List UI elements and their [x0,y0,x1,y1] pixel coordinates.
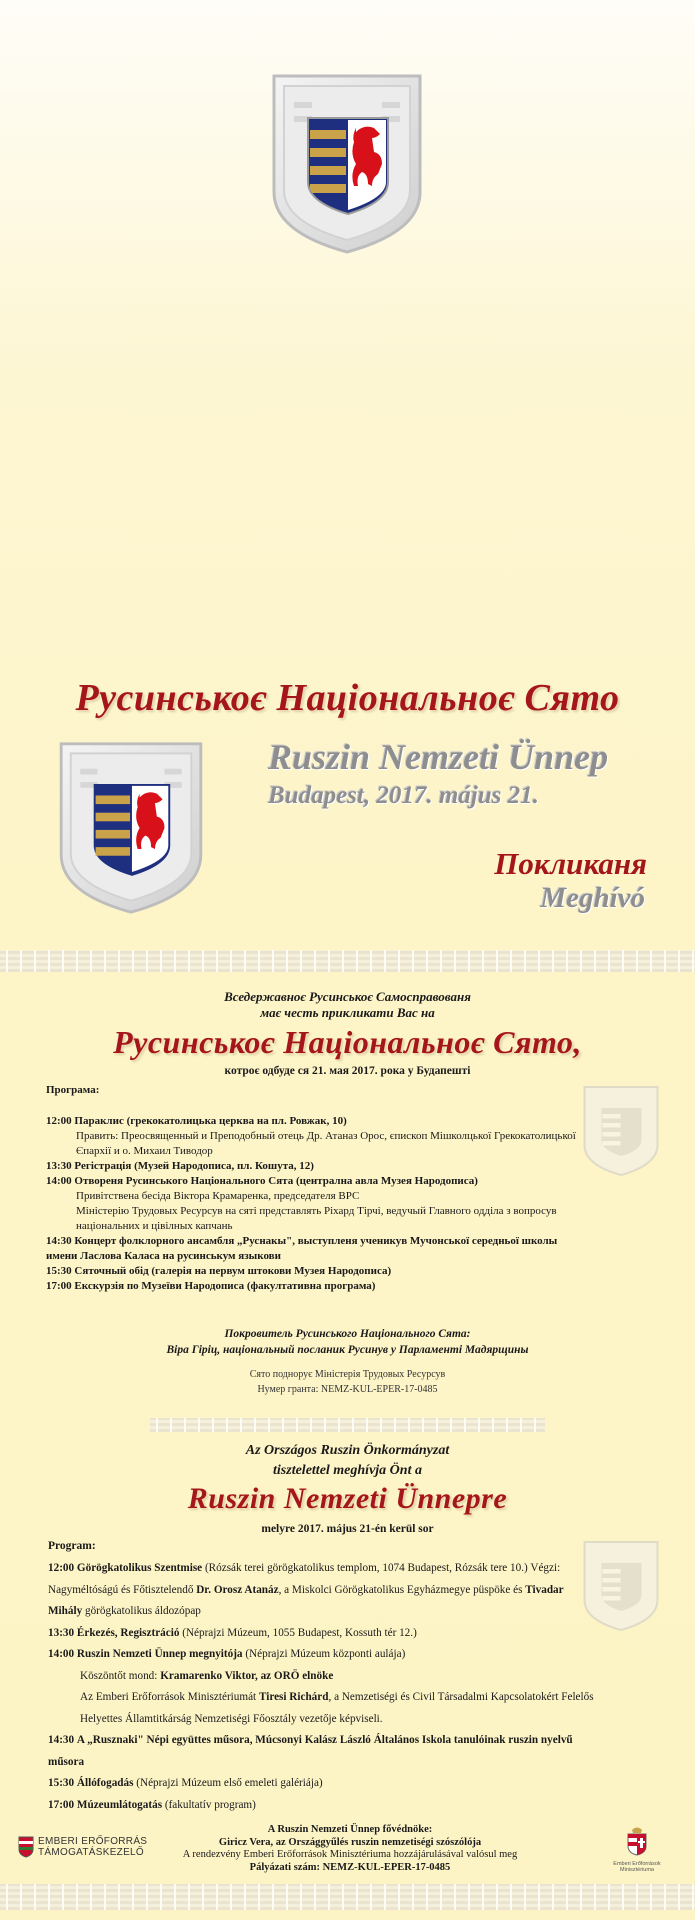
rusyn-grant: Нумер гранта: NEMZ-KUL-EPER-17-0485 [257,1384,438,1395]
rusyn-item-5: 15:30 Сяточный обід (галерія на первум штокови Музея Народописа) [46,1265,392,1277]
hu-program [48,1558,603,1816]
rusyn-patron-2: Віра Гіріц, національный посланик Русинув у Парламенті Мадярщины [166,1344,529,1356]
footer-line-1: A Ruszin Nemzeti Ünnep fővédnöke: [267,1824,433,1835]
ministry-logo-text: Emberi Erőforrások Minisztériuma [613,1861,661,1873]
hu-item-5: 15:30 Állófogadás (Néprajzi Múzeum első emeleti galériája) [48,1777,323,1789]
rusyn-item-3-detail-a: Привітствена бесіда Віктора Крамаренка, председателя ВРС [76,1190,360,1202]
rusyn-item-3: 14:00 Отвореня Русинського Національного Сята (централна авла Музея Народописа) [46,1175,478,1187]
ornament-band-3 [0,1884,695,1910]
rusyn-item-6: 17:00 Екскурзія по Музеїви Народописа (факултативна програма) [46,1280,376,1292]
ornament-band-1 [0,950,695,972]
emet-logo [18,1836,147,1858]
emet-logo-line-2: TÁMOGATÁSKEZELŐ [38,1847,144,1858]
rusyn-patron-1: Покровитель Русинського Національного Сята: [224,1328,471,1340]
rusyn-intro-2: має честь прикликати Вас на [260,1005,435,1020]
rusyn-program-label: Програма: [46,1084,100,1096]
rusyn-program [46,1114,576,1294]
footer-line-2: Giricz Vera, az Országgyűlés ruszin nemzetiségi szószólója [218,1836,482,1848]
hu-item-1: 12:00 Görögkatolikus Szentmise (Rózsák terei görögkatolikus templom, 1074 Budapest, Rózsák tere 10.) Végzi: Nagyméltóságú és Főtisztelendő Dr. Orosz Atanáz, a Miskolci Görögkatolikus Egyházmegye püspöke és Tivadar Mihály görögkatolikus áldozópap [48,1562,564,1617]
emet-logo-line-1: EMBERI ERŐFORRÁS [38,1836,148,1847]
invite-hu: Meghívó [540,882,645,914]
coat-of-arms-faded-1 [582,1085,660,1177]
hu-intro-1: Az Országos Ruszin Önkormányzat [245,1443,450,1458]
hungarian-crest-icon [626,1826,648,1856]
rusyn-item-1: 12:00 Параклис (грекокатолицька церква на пл. Ровжак, 10) [46,1115,347,1127]
hu-item-4: 14:30 A „Rusznaki" Népi együttes műsora, Múcsonyi Kalász László Általános Iskola tanulóinak ruszin nyelvű műsora [48,1734,573,1768]
hu-item-2: 13:30 Érkezés, Regisztráció (Néprajzi Múzeum, 1055 Budapest, Kossuth tér 12.) [48,1626,417,1639]
shield-core [308,118,388,214]
hu-item-3-detail-a: Köszöntőt mond: Kramarenko Viktor, az ORÖ elnöke [80,1669,334,1682]
footer-line-4: Pályázati szám: NEMZ-KUL-EPER-17-0485 [249,1861,451,1873]
hu-date-line: melyre 2017. május 21-én kerül sor [261,1523,434,1535]
title-rusyn: Русинськоє Національноє Сято [75,677,620,719]
rusyn-support: Сято поднорує Міністерія Трудовых Ресурсув [249,1369,446,1380]
hu-item-3-detail-b: Az Emberi Erőforrások Minisztériumát Tiresi Richárd, a Nemzetiségi és Civil Társadalmi Kapcsolatokért Felelős Helyettes Államtitkárság Nemzetiségi Főosztály vezetője képviseli. [80,1691,594,1725]
rusyn-item-1-detail: Править: Преосвященный и Преподобный отець Др. Атаназ Орос, єпископ Мішколцької Грекокатолицької Єпархії и о. Михаил Тиводор [76,1130,576,1157]
hu-intro-2: tisztelettel meghívja Önt a [273,1463,422,1478]
coat-of-arms-left [54,740,208,916]
rusyn-item-2: 13:30 Регістрація (Музей Народописа, пл. Кошута, 12) [46,1160,314,1172]
rusyn-event-title: Русинськоє Національноє Сято, [113,1024,582,1060]
title-hu: Ruszin Nemzeti Ünnep [268,737,609,777]
hu-event-title: Ruszin Nemzeti Ünnepre [187,1482,508,1515]
ministry-logo [607,1826,667,1873]
footer-block [150,1824,550,1874]
rusyn-item-4: 14:30 Концерт фолклорного ансамбля „Руснакы", выступленя ученикув Мучонської середньої школы имени Ласлова Калаcа на русинськум языкови [46,1235,558,1262]
hu-program-label: Program: [48,1540,96,1552]
hu-item-6: 17:00 Múzeumlátogatás (fakultatív program) [48,1798,256,1811]
invite-rusyn: Покликаня [494,846,647,881]
ornament-band-2 [150,1418,545,1432]
rusyn-intro-1: Вседержавноє Русинськоє Самосправованя [224,989,471,1004]
place-date: Budapest, 2017. május 21. [268,782,539,809]
emet-logo-icon [18,1836,34,1858]
footer-line-3: A rendezvény Emberi Erőforrások Minisztériuma hozzájárulásával valósul meg [182,1849,518,1860]
hu-item-3: 14:00 Ruszin Nemzeti Ünnep megnyitója (Néprajzi Múzeum központi aulája) [48,1648,406,1660]
rusyn-date-line: котроє одбуде ся 21. мая 2017. рока у Будапешті [224,1065,471,1077]
coat-of-arms-top [270,72,424,256]
rusyn-item-3-detail-b: Міністерію Трудовых Ресурсув на сяті представлять Ріхард Тірчі, ведучый Главного одділа з вопросув національних и цівілных капчань [76,1205,557,1232]
